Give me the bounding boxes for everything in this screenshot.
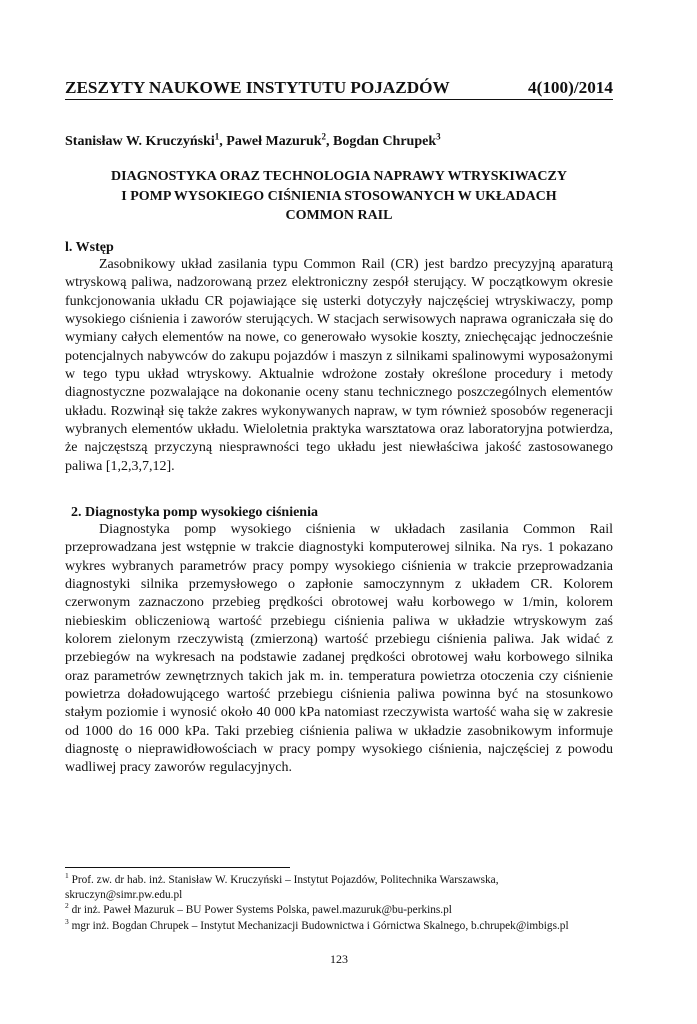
author-name: Stanisław W. Kruczyński bbox=[65, 134, 215, 149]
footnote bbox=[65, 873, 613, 888]
author-name: Paweł Mazuruk bbox=[226, 134, 322, 149]
footnotes bbox=[65, 873, 613, 934]
footnote bbox=[65, 916, 613, 934]
footnote-continuation[interactable]: skruczyn@simr.pw.edu.pl bbox=[65, 889, 183, 902]
journal-issue: 4(100)/2014 bbox=[528, 78, 613, 97]
footnote-mark: 2 bbox=[65, 901, 69, 911]
footnote-text: dr inż. Paweł Mazuruk – BU Power Systems Polska, pawel.mazuruk@bu-perkins.pl bbox=[71, 904, 452, 917]
footnote bbox=[65, 903, 613, 918]
title-line: DIAGNOSTYKA ORAZ TECHNOLOGIA NAPRAWY WTRYSKIWACZY bbox=[111, 169, 567, 184]
paper-title bbox=[65, 167, 613, 226]
author-list bbox=[65, 133, 613, 151]
footnote-divider bbox=[65, 867, 290, 868]
body-paragraph: Zasobnikowy układ zasilania typu Common Rail (CR) jest bardzo precyzyjną aparaturą wtryskową paliwa, nadzorowaną przez elektroniczny zespół sterujący. W początkowym okresie funkcjonowania układu CR pojawiające się usterki dotyczyły najczęściej wtryskiwaczy, pomp wysokiego ciśnienia i zaworów sterujących. W stacjach serwisowych naprawa ograniczała się do wymiany całych elementów na nowe, co generowało wysokie koszty, zniechęcając jednocześnie potencjalnych nabywców do zakupu pojazdów i maszyn z silnikami spalinowymi wyposażonymi w tego typu układ wtryskowy. Aktualnie wdrożone zostały określone procedury i metody diagnostyczne pozwalające na dokonanie oceny stanu technicznego poszczególnych elementów układu. Rozwinął się także zakres wykonywanych napraw, w tym również sposobów regeneracji wybranych elementów układu. Wieloletnia praktyka warsztatowa oraz laboratoryjna potwierdza, że najczęstszą przyczyną niesprawności tego układu jest niewłaściwa jakość zastosowanego paliwa [1,2,3,7,12]. bbox=[65, 257, 613, 474]
journal-header bbox=[65, 78, 613, 100]
title-line: COMMON RAIL bbox=[285, 208, 393, 223]
footnote-text: Prof. zw. dr hab. inż. Stanisław W. Kruczyński – Instytut Pojazdów, Politechnika Warszawska, bbox=[71, 874, 499, 886]
footnote-mark: 1 bbox=[65, 871, 69, 881]
footnote-text: mgr inż. Bogdan Chrupek – Instytut Mechanizacji Budownictwa i Górnictwa Skalnego, b.chrupek@imbigs.pl bbox=[71, 919, 569, 932]
title-line: I POMP WYSOKIEGO CIŚNIENIA STOSOWANYCH W UKŁADACH bbox=[121, 188, 557, 204]
author-separator: , bbox=[219, 134, 227, 149]
section-heading-diagnostics: 2. Diagnostyka pomp wysokiego ciśnienia bbox=[71, 505, 318, 520]
body-paragraph: Diagnostyka pomp wysokiego ciśnienia w układach zasilania Common Rail przeprowadzana jest wstępnie w trakcie diagnostyki komputerowej silnika. Na rys. 1 pokazano wykres wybranych parametrów pracy pompy wysokiego ciśnienia w trakcie przeprowadzania diagnostyki silnika przemysłowego o zapłonie samoczynnym z układem CR. Kolorem czerwonym zaznaczono przebieg prędkości obrotowej wału korbowego w 1/min, kolorem niebieskim obliczeniową wartość przebiegu ciśnienia paliwa w układzie wtryskowym zaś kolorem zielonym rzeczywistą (zmierzoną) wartość przebiegu ciśnienia paliwa. Jak widać z przebiegów na wykresach na podstawie zadanej prędkości obrotowej wału korbowego silnika oraz parametrów zewnętrznych takich jak m. in. temperatura powietrza otoczenia czy ciśnienie powietrza doładowującego wartość przebiegu ciśnienia paliwa powinna być na stosunkowo stałym poziomie i wynosić około 40 000 kPa natomiast rzeczywista wartość waha się w zakresie od 1000 do 16 000 kPa. Taki przebieg ciśnienia paliwa w układzie zasobnikowym informuje diagnostę o nieprawidłowościach w pracy pompy wysokiego ciśnienia, najczęściej z powodu wadliwej pracy zaworów regulacyjnych. bbox=[65, 522, 613, 776]
page-number: 123 bbox=[330, 952, 348, 966]
footnote-mark: 3 bbox=[65, 916, 69, 926]
author-name: Bogdan Chrupek bbox=[333, 134, 437, 149]
author-footnote-mark: 3 bbox=[436, 131, 441, 142]
journal-title: ZESZYTY NAUKOWE INSTYTUTU POJAZDÓW bbox=[65, 78, 450, 97]
author-separator: , bbox=[326, 134, 334, 149]
author-footnote-mark: 2 bbox=[321, 131, 327, 142]
author-footnote-mark: 1 bbox=[214, 131, 220, 142]
section-heading-introduction: l. Wstęp bbox=[65, 240, 114, 255]
